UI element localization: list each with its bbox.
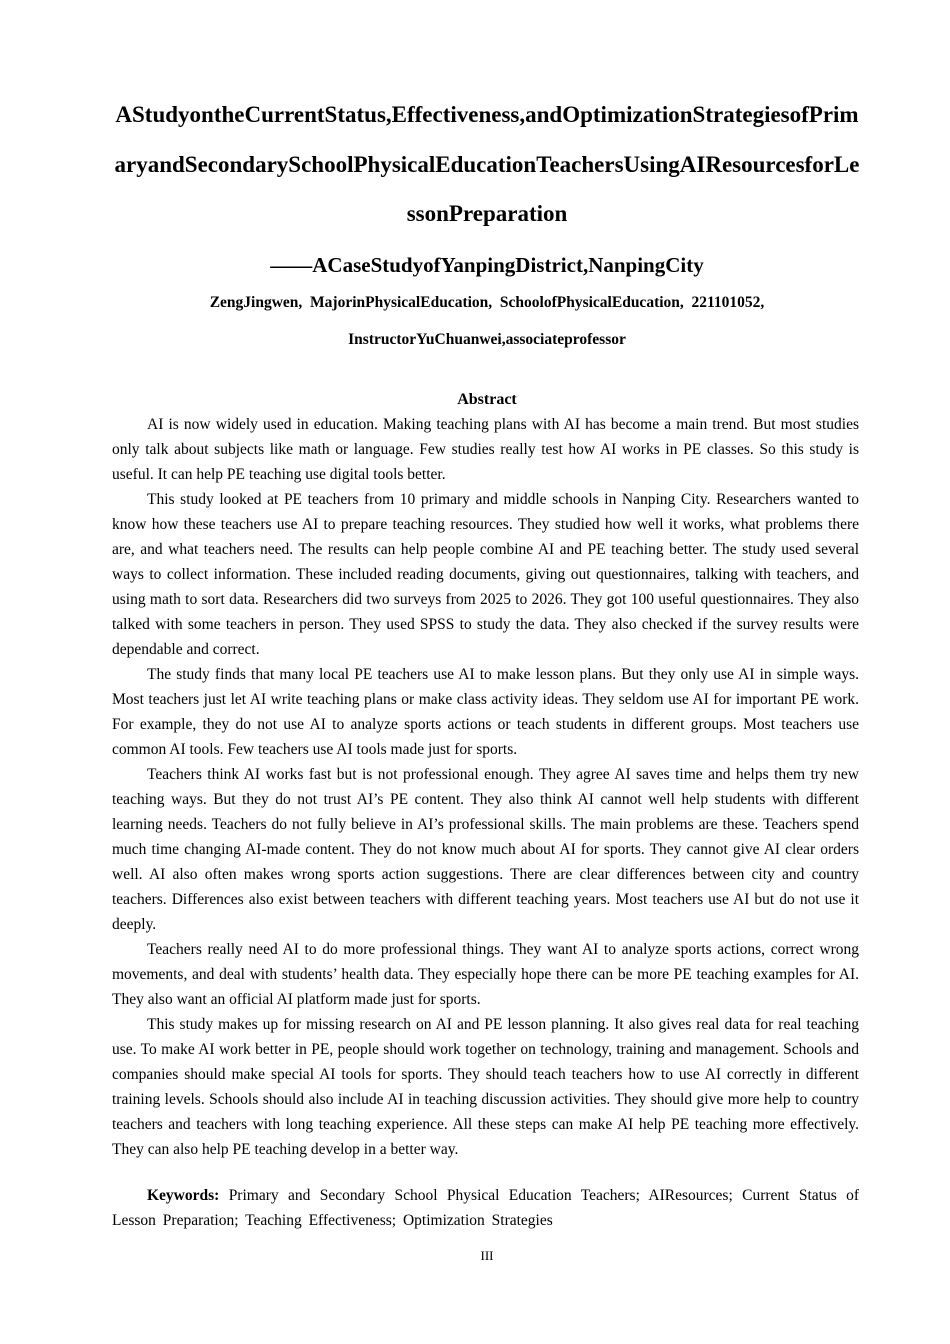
abstract-paragraph: This study looked at PE teachers from 10 primary and middle schools in Nanping City. Researchers wanted to know how these teachers use AI to prepare teaching resources. They studied how well it works, what problems there are, and what teachers need. The results can help people combine AI and PE teaching better. The study used several ways to collect information. These included reading documents, giving out questionnaires, talking with teachers, and using math to sort data. Researchers did two surveys from 2025 to 2026. They got 100 useful questionnaires. They also talked with some teachers in person. They used SPSS to study the data. They also checked if the survey results were dependable and correct. — [112, 491, 859, 658]
abstract-paragraph: The study finds that many local PE teachers use AI to make lesson plans. But they only use AI in simple ways. Most teachers just let AI write teaching plans or make class activity ideas. They seldom use AI for important PE work. For example, they do not use AI to analyze sports actions or teach students in different groups. Most teachers use common AI tools. Few teachers use AI tools made just for sports. — [112, 666, 859, 758]
keywords-label: Keywords: — [147, 1187, 220, 1204]
keywords-text: Primary and Secondary School Physical Education Teachers; AIResources; Current Status of Lesson Preparation; Teaching Effectiveness; Optimization Strategies — [112, 1187, 859, 1229]
instructor-info: InstructorYuChuanwei,associateprofessor — [348, 331, 626, 348]
abstract-paragraph: AI is now widely used in education. Making teaching plans with AI has become a main trend. But most studies only talk about subjects like math or language. Few studies really test how AI works in PE classes. So this study is useful. It can help PE teaching use digital tools better. — [112, 416, 859, 483]
abstract-body — [112, 412, 859, 1162]
page-number: III — [480, 1248, 494, 1263]
abstract-heading: Abstract — [457, 391, 517, 408]
abstract-paragraph: Teachers really need AI to do more professional things. They want AI to analyze sports actions, correct wrong movements, and deal with students’ health data. They especially hope there can be more PE teaching examples for AI. They also want an official AI platform made just for sports. — [112, 941, 859, 1008]
keywords — [112, 1183, 859, 1233]
abstract-paragraph: This study makes up for missing research on AI and PE lesson planning. It also gives real data for real teaching use. To make AI work better in PE, people should work together on technology, training and management. Schools and companies should make special AI tools for sports. They should teach teachers how to use AI correctly in different training levels. Schools should also include AI in teaching discussion activities. They should give more help to country teachers and teachers with long teaching experience. All these steps can make AI help PE teaching more effectively. They can also help PE teaching develop in a better way. — [112, 1016, 859, 1158]
paper-title: AStudyontheCurrentStatus,Effectiveness,andOptimizationStrategiesofPrimaryandSecondarySchoolPhysicalEducationTeachersUsingAIResourcesforLessonPreparation — [114, 102, 860, 226]
paper-subtitle: ——ACaseStudyofYanpingDistrict,NanpingCity — [270, 253, 704, 277]
author-info: ZengJingwen, MajorinPhysicalEducation, SchoolofPhysicalEducation, 221101052, — [209, 294, 765, 311]
abstract-paragraph: Teachers think AI works fast but is not professional enough. They agree AI saves time and helps them try new teaching ways. But they do not trust AI’s PE content. They also think AI cannot well help students with different learning needs. Teachers do not fully believe in AI’s professional skills. The main problems are these. Teachers spend much time changing AI-made content. They do not know much about AI for sports. They cannot give AI clear orders well. AI also often makes wrong sports action suggestions. There are clear differences between city and country teachers. Differences also exist between teachers with different teaching years. Most teachers use AI but do not use it deeply. — [112, 766, 859, 933]
